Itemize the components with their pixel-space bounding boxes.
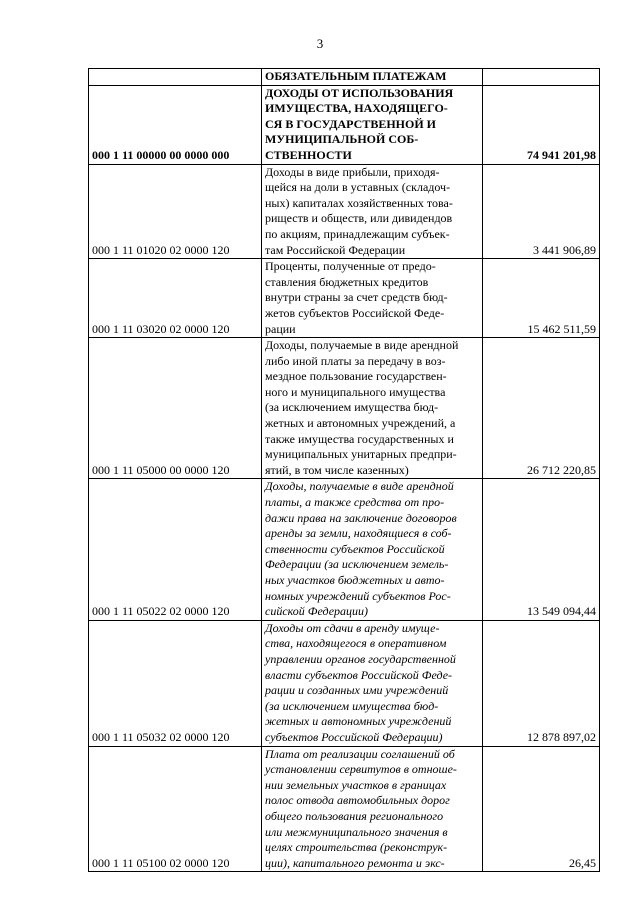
revenue-name-line: Плата от реализации соглашений об — [265, 746, 455, 761]
revenue-name-line: риществ и обществ, или дивидендов — [265, 211, 453, 226]
revenue-name-line: либо иной платы за передачу в воз- — [265, 353, 446, 368]
revenue-name-cell — [262, 479, 483, 620]
revenue-name-line: СТВЕННОСТИ — [265, 147, 352, 162]
table-row — [89, 164, 600, 259]
revenue-name-cell — [262, 620, 483, 746]
revenue-name-line: ятий, в том числе казенных) — [265, 462, 409, 477]
revenue-name-line: ОБЯЗАТЕЛЬНЫМ ПЛАТЕЖАМ — [265, 69, 447, 83]
revenue-name-line: ставления бюджетных кредитов — [265, 274, 429, 289]
revenue-name-line: жетных и автономных учреждений, а — [265, 416, 456, 431]
budget-code-cell: 000 1 11 01020 02 0000 120 — [89, 164, 262, 259]
revenue-name-line: субъектов Российской Федерации) — [265, 729, 443, 744]
revenue-name-line: Доходы от сдачи в аренду имуще- — [265, 620, 440, 635]
revenue-name-cell — [262, 746, 483, 872]
revenue-name-line: также имущества государственных и — [265, 431, 454, 446]
revenue-name-line: ного и муниципального имущества — [265, 384, 446, 399]
revenue-name-line: нии земельных участков в границах — [265, 777, 447, 792]
amount-cell: 3 441 906,89 — [483, 164, 600, 259]
revenue-name-line: власти субъектов Российской Феде- — [265, 667, 453, 682]
revenue-name-line: ственности субъектов Российской — [265, 541, 445, 556]
revenue-name-line: рации и созданных ими учреждений — [265, 683, 449, 698]
revenue-name-line: (за исключением имущества бюд- — [265, 400, 439, 415]
revenue-name-line: ства, находящегося в оперативном — [265, 636, 447, 651]
table-row — [89, 338, 600, 479]
revenue-name-line: ИМУЩЕСТВА, НАХОДЯЩЕГО- — [265, 101, 448, 116]
amount-cell — [483, 69, 600, 86]
revenue-name-line: Доходы, получаемые в виде арендной — [265, 338, 459, 353]
revenue-name-line: ных) капиталах хозяйственных това- — [265, 195, 453, 210]
page-number: 3 — [316, 36, 324, 51]
revenue-name-line: внутри страны за счет средств бюд- — [265, 290, 448, 305]
revenue-name-line: сийской Федерации) — [265, 604, 369, 619]
revenue-name-line: Проценты, полученные от предо- — [265, 259, 436, 274]
revenue-name-line: муниципальных унитарных предпри- — [265, 447, 457, 462]
table-row — [89, 259, 600, 338]
table-row — [89, 620, 600, 746]
revenue-name-cell — [262, 69, 483, 86]
budget-code-cell: 000 1 11 05100 02 0000 120 — [89, 746, 262, 872]
table-row — [89, 69, 600, 86]
revenue-name-line: ДОХОДЫ ОТ ИСПОЛЬЗОВАНИЯ — [265, 85, 454, 100]
revenue-name-line: (за исключением имущества бюд- — [265, 698, 439, 713]
amount-cell: 26,45 — [483, 746, 600, 872]
revenue-name-line: ных участков бюджетных и авто- — [265, 573, 445, 587]
budget-code-cell: 000 1 11 05032 02 0000 120 — [89, 620, 262, 746]
table-row — [89, 746, 600, 872]
revenue-name-cell — [262, 338, 483, 479]
revenue-name-line: целях строительства (реконструк- — [265, 840, 448, 855]
revenue-name-line: полос отвода автомобильных дорог — [265, 793, 450, 808]
revenue-name-line: мездное пользование государствен- — [265, 369, 447, 384]
table-body — [89, 69, 600, 872]
revenue-name-line: номных учреждений субъектов Рос- — [265, 588, 451, 603]
revenue-name-line: жетов субъектов Российской Феде- — [265, 305, 445, 320]
amount-cell: 26 712 220,85 — [483, 338, 600, 479]
revenue-name-line: МУНИЦИПАЛЬНОЙ СОБ- — [265, 132, 419, 147]
revenue-name-line: по акциям, принадлежащим субъек- — [265, 226, 450, 241]
revenue-name-line: управлении органов государственной — [265, 651, 456, 666]
revenue-name-cell — [262, 85, 483, 164]
revenue-name-line: установлении сервитутов в отноше- — [265, 762, 457, 777]
table-row — [89, 479, 600, 620]
budget-code-cell: 000 1 11 00000 00 0000 000 — [89, 85, 262, 164]
revenue-name-cell — [262, 259, 483, 338]
revenue-name-line: аренды за земли, находящиеся в соб- — [265, 526, 452, 541]
revenue-name-line: дажи права на заключение договоров — [265, 510, 457, 525]
budget-code-cell: 000 1 11 05022 02 0000 120 — [89, 479, 262, 620]
budget-revenue-table — [88, 68, 600, 872]
revenue-name-line: общего пользования регионального — [265, 808, 444, 823]
budget-code-cell: 000 1 11 05000 00 0000 120 — [89, 338, 262, 479]
amount-cell: 12 878 897,02 — [483, 620, 600, 746]
budget-code-cell — [89, 69, 262, 86]
revenue-name-cell — [262, 164, 483, 259]
amount-cell: 15 462 511,59 — [483, 259, 600, 338]
revenue-name-line: Доходы, получаемые в виде арендной — [265, 479, 454, 494]
amount-cell: 13 549 094,44 — [483, 479, 600, 620]
revenue-name-line: ции), капитального ремонта и экс- — [265, 855, 445, 870]
revenue-name-line: платы, а также средства от про- — [265, 495, 445, 510]
revenue-name-line: СЯ В ГОСУДАРСТВЕННОЙ И — [265, 116, 436, 131]
revenue-name-line: там Российской Федерации — [265, 242, 406, 257]
budget-code-cell: 000 1 11 03020 02 0000 120 — [89, 259, 262, 338]
revenue-name-line: рации — [265, 321, 296, 336]
revenue-name-line: Федерации (за исключением земель- — [265, 557, 449, 572]
table-row — [89, 85, 600, 164]
revenue-name-line: жетных и автономных учреждений — [265, 714, 452, 729]
revenue-name-line: или межмуниципального значения в — [265, 824, 448, 839]
amount-cell: 74 941 201,98 — [483, 85, 600, 164]
revenue-name-line: Доходы в виде прибыли, приходя- — [265, 164, 440, 179]
revenue-name-line: щейся на доли в уставных (складоч- — [265, 180, 451, 195]
